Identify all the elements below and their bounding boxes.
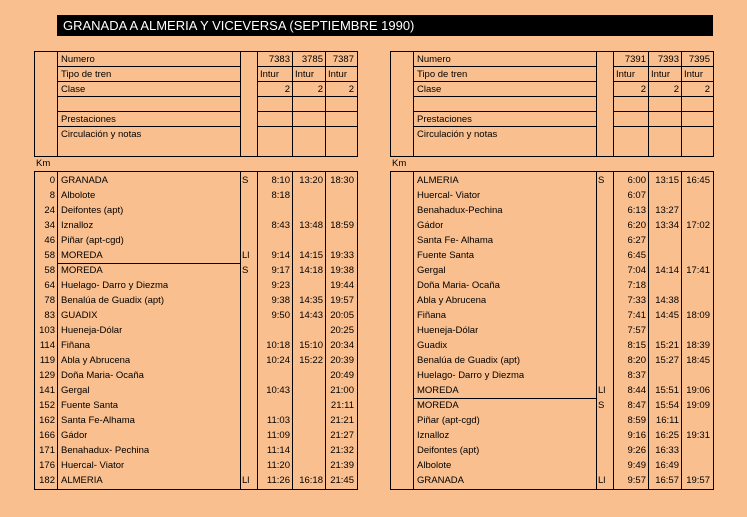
departure-time	[649, 248, 679, 263]
clase-label: Clase	[417, 84, 442, 95]
departure-time: 14:38	[655, 295, 679, 306]
departure-time	[682, 368, 710, 383]
station-name: Deifontes (apt)	[61, 205, 124, 216]
station-mark: Ll	[598, 385, 606, 396]
station-name: Albolote	[417, 460, 452, 471]
station-km	[391, 233, 411, 248]
train-type: Intur	[616, 69, 636, 80]
departure-time: 11:03	[266, 415, 290, 426]
train-number: 7383	[268, 54, 290, 65]
departure-time: 8:59	[627, 415, 646, 426]
departure-time: 14:43	[299, 310, 323, 321]
departure-time: 13:20	[299, 175, 323, 186]
station-name: Albolote	[61, 190, 96, 201]
departure-time: 9:16	[627, 430, 646, 441]
station-name: Benalúa de Guadix (apt)	[61, 295, 164, 306]
station-name: Hueneja-Dólar	[61, 325, 123, 336]
tipo-de-tren-label: Tipo de tren	[417, 69, 468, 80]
station-mark: Ll	[598, 475, 606, 486]
station-km: 103	[39, 325, 55, 336]
departure-time: 7:04	[627, 265, 646, 276]
departure-time	[293, 203, 323, 218]
departure-time: 18:39	[686, 340, 710, 351]
departure-time: 21:39	[330, 460, 354, 471]
station-name: MOREDA	[61, 250, 103, 261]
station-name: Santa Fe-Alhama	[61, 415, 135, 426]
departure-time: 9:49	[627, 460, 646, 471]
train-class: 2	[640, 84, 646, 95]
departure-time: 9:57	[627, 475, 646, 486]
departure-time	[293, 383, 323, 398]
departure-time: 7:18	[627, 280, 646, 291]
station-km	[391, 278, 411, 293]
departure-time: 19:31	[686, 430, 710, 441]
departure-time: 20:05	[330, 310, 354, 321]
station-name: Hueneja-Dólar	[417, 325, 479, 336]
departure-time	[682, 203, 710, 218]
departure-time: 16:25	[655, 430, 679, 441]
prestaciones-label: Prestaciones	[417, 114, 472, 125]
station-km	[391, 398, 411, 413]
station-km: 129	[39, 370, 55, 381]
station-km	[391, 368, 411, 383]
departure-time: 9:23	[271, 280, 290, 291]
departure-time	[293, 278, 323, 293]
departure-time: 11:14	[266, 445, 290, 456]
station-km: 58	[44, 265, 55, 276]
departure-time: 16:57	[655, 475, 679, 486]
station-name: Huercal- Viator	[61, 460, 125, 471]
departure-time: 8:43	[271, 220, 290, 231]
departure-time: 6:00	[627, 175, 646, 186]
stations-column-line	[240, 171, 241, 490]
header-row-line	[257, 111, 357, 112]
station-km: 141	[39, 385, 55, 396]
departure-time: 21:00	[330, 385, 354, 396]
station-km	[391, 383, 411, 398]
station-name: Piñar (apt-cgd)	[61, 235, 124, 246]
station-name: Iznalloz	[417, 430, 450, 441]
departure-time: 16:11	[655, 415, 679, 426]
departure-time: 21:45	[330, 475, 354, 486]
departure-time: 14:45	[655, 310, 679, 321]
station-name: Santa Fe- Alhama	[417, 235, 494, 246]
departure-time	[293, 443, 323, 458]
departure-time: 8:47	[627, 400, 646, 411]
stations-column-line	[413, 171, 414, 490]
station-km: 8	[49, 190, 55, 201]
km-label: Km	[392, 158, 407, 169]
station-km: 119	[39, 355, 55, 366]
station-km	[391, 458, 411, 473]
station-mark: Ll	[242, 250, 250, 261]
station-name: Huercal- Viator	[417, 190, 481, 201]
departure-time: 9:26	[627, 445, 646, 456]
train-class: 2	[348, 84, 354, 95]
station-name: GRANADA	[417, 475, 464, 486]
station-mark: S	[242, 175, 249, 186]
departure-time: 8:15	[627, 340, 646, 351]
station-mark: S	[242, 265, 249, 276]
departure-time: 13:48	[299, 220, 323, 231]
station-km: 176	[39, 460, 55, 471]
departure-time	[682, 323, 710, 338]
departure-time: 6:45	[627, 250, 646, 261]
station-km: 34	[44, 220, 55, 231]
station-km: 182	[39, 475, 55, 486]
station-name: Fuente Santa	[417, 250, 475, 261]
station-km: 24	[44, 205, 55, 216]
departure-time	[682, 233, 710, 248]
station-name: Guadix	[417, 340, 448, 351]
departure-time: 11:26	[266, 475, 290, 486]
station-mark: S	[598, 400, 605, 411]
numero-label: Numero	[417, 54, 451, 65]
train-class: 2	[317, 84, 323, 95]
departure-time	[326, 188, 354, 203]
departure-time	[293, 413, 323, 428]
departure-time	[682, 248, 710, 263]
circulacion-label: Circulación y notas	[61, 129, 142, 140]
departure-time: 6:07	[627, 190, 646, 201]
departure-time: 19:06	[686, 385, 710, 396]
departure-time: 15:10	[299, 340, 323, 351]
station-name: ALMERIA	[417, 175, 459, 186]
departure-time	[293, 323, 323, 338]
departure-time	[258, 323, 290, 338]
station-name: Abla y Abrucena	[61, 355, 131, 366]
page-title: GRANADA A ALMERIA Y VICEVERSA (SEPTIEMBRE 1990)	[63, 18, 415, 33]
header-bottom-border	[34, 156, 358, 157]
departure-time: 10:18	[266, 340, 290, 351]
station-km: 64	[44, 280, 55, 291]
station-km	[391, 353, 411, 368]
station-km: 78	[44, 295, 55, 306]
departure-time: 13:15	[655, 175, 679, 186]
departure-time: 14:35	[299, 295, 323, 306]
train-type: Intur	[651, 69, 671, 80]
departure-time	[293, 188, 323, 203]
train-type: Intur	[260, 69, 280, 80]
departure-time: 15:51	[655, 385, 679, 396]
departure-time: 15:54	[655, 400, 679, 411]
departure-time: 7:57	[627, 325, 646, 336]
stations-column-line	[357, 171, 358, 490]
departure-time	[258, 368, 290, 383]
station-name: MOREDA	[417, 385, 459, 396]
tipo-de-tren-label: Tipo de tren	[61, 69, 112, 80]
station-mark: Ll	[242, 475, 250, 486]
departure-time: 9:50	[271, 310, 290, 321]
departure-time: 7:33	[627, 295, 646, 306]
station-name: Fuente Santa	[61, 400, 119, 411]
numero-label: Numero	[61, 54, 95, 65]
departure-time: 15:21	[655, 340, 679, 351]
train-number: 7387	[332, 54, 354, 65]
departure-time: 16:49	[655, 460, 679, 471]
departure-time: 15:27	[655, 355, 679, 366]
departure-time: 8:18	[271, 190, 290, 201]
departure-time	[258, 233, 290, 248]
departure-time: 18:09	[686, 310, 710, 321]
departure-time	[326, 203, 354, 218]
departure-time: 18:30	[330, 175, 354, 186]
departure-time: 8:37	[627, 370, 646, 381]
station-name: Gergal	[61, 385, 90, 396]
train-class: 2	[704, 84, 710, 95]
departure-time	[682, 188, 710, 203]
train-class: 2	[673, 84, 679, 95]
departure-time: 17:02	[686, 220, 710, 231]
departure-time: 10:24	[266, 355, 290, 366]
departure-time: 7:41	[627, 310, 646, 321]
station-km: 0	[49, 175, 55, 186]
station-km	[391, 248, 411, 263]
departure-time	[682, 293, 710, 308]
departure-time: 20:49	[330, 370, 354, 381]
station-name: Fiñana	[417, 310, 447, 321]
departure-time: 11:20	[266, 460, 290, 471]
clase-label: Clase	[61, 84, 86, 95]
station-name: Abla y Abrucena	[417, 295, 487, 306]
station-km	[391, 308, 411, 323]
station-name: Huelago- Darro y Diezma	[61, 280, 169, 291]
circulacion-label: Circulación y notas	[417, 129, 498, 140]
station-km	[391, 173, 411, 188]
departure-time: 8:10	[271, 175, 290, 186]
stations-column-line	[596, 171, 597, 490]
departure-time: 19:57	[330, 295, 354, 306]
station-km	[391, 443, 411, 458]
station-km	[391, 263, 411, 278]
train-number: 3785	[301, 54, 323, 65]
header-row-line	[257, 126, 357, 127]
departure-time: 8:44	[627, 385, 646, 396]
station-km	[391, 413, 411, 428]
stations-column-line	[57, 171, 58, 490]
departure-time: 19:44	[330, 280, 354, 291]
header-column-line	[390, 51, 391, 157]
departure-time	[682, 413, 710, 428]
departure-time	[293, 233, 323, 248]
station-km	[391, 218, 411, 233]
station-km: 83	[44, 310, 55, 321]
departure-time: 15:22	[299, 355, 323, 366]
title-bar	[57, 15, 713, 36]
departure-time	[649, 278, 679, 293]
header-row-line	[613, 111, 713, 112]
departure-time: 19:38	[330, 265, 354, 276]
stations-bottom-border	[390, 489, 714, 490]
departure-time: 20:39	[330, 355, 354, 366]
departure-time: 21:27	[330, 430, 354, 441]
departure-time	[649, 233, 679, 248]
departure-time: 14:18	[299, 265, 323, 276]
station-km: 171	[39, 445, 55, 456]
station-km	[391, 473, 411, 488]
prestaciones-label: Prestaciones	[61, 114, 116, 125]
station-name: ALMERIA	[61, 475, 103, 486]
station-name: Fiñana	[61, 340, 91, 351]
departure-time	[293, 368, 323, 383]
departure-time: 21:21	[330, 415, 354, 426]
station-name: Gádor	[61, 430, 88, 441]
departure-time	[293, 458, 323, 473]
station-km: 166	[39, 430, 55, 441]
departure-time	[649, 323, 679, 338]
train-class: 2	[284, 84, 290, 95]
header-bottom-border	[390, 156, 714, 157]
departure-time: 19:09	[686, 400, 710, 411]
departure-time	[258, 398, 290, 413]
station-mark: S	[598, 175, 605, 186]
departure-time: 11:09	[266, 430, 290, 441]
station-km	[391, 188, 411, 203]
station-km: 114	[39, 340, 55, 351]
station-km: 162	[39, 415, 55, 426]
stations-top-border	[390, 171, 714, 172]
departure-time: 17:41	[686, 265, 710, 276]
departure-time: 13:27	[655, 205, 679, 216]
departure-time	[682, 443, 710, 458]
departure-time: 21:32	[330, 445, 354, 456]
station-name: GUADIX	[61, 310, 98, 321]
departure-time: 10:43	[266, 385, 290, 396]
station-name: Benahadux-Pechina	[417, 205, 503, 216]
header-row-line	[613, 126, 713, 127]
station-km	[391, 293, 411, 308]
train-type: Intur	[295, 69, 315, 80]
station-name: Doña Maria- Ocaña	[61, 370, 144, 381]
train-number: 7391	[624, 54, 646, 65]
departure-time: 19:33	[330, 250, 354, 261]
station-km	[391, 323, 411, 338]
train-number: 7395	[688, 54, 710, 65]
departure-time	[682, 458, 710, 473]
departure-time: 21:11	[330, 400, 354, 411]
station-name: MOREDA	[417, 400, 459, 411]
station-name: Deifontes (apt)	[417, 445, 480, 456]
station-name: GRANADA	[61, 175, 108, 186]
header-column-line	[34, 51, 35, 157]
departure-time	[649, 368, 679, 383]
departure-time: 16:33	[655, 445, 679, 456]
departure-time: 18:45	[686, 355, 710, 366]
departure-time: 8:20	[627, 355, 646, 366]
station-name: Gádor	[417, 220, 444, 231]
train-type: Intur	[684, 69, 704, 80]
departure-time: 13:34	[655, 220, 679, 231]
departure-time: 14:14	[655, 265, 679, 276]
departure-time: 18:59	[330, 220, 354, 231]
station-name: Huelago- Darro y Diezma	[417, 370, 525, 381]
station-km	[391, 338, 411, 353]
station-name: MOREDA	[61, 265, 103, 276]
station-km: 46	[44, 235, 55, 246]
train-type: Intur	[328, 69, 348, 80]
departure-time	[326, 233, 354, 248]
departure-time: 16:45	[686, 175, 710, 186]
departure-time: 20:25	[330, 325, 354, 336]
station-name: Piñar (apt-cgd)	[417, 415, 480, 426]
departure-time: 9:17	[271, 265, 290, 276]
departure-time	[649, 188, 679, 203]
station-name: Gergal	[417, 265, 446, 276]
departure-time: 6:27	[627, 235, 646, 246]
departure-time	[258, 203, 290, 218]
departure-time: 19:57	[686, 475, 710, 486]
departure-time: 14:15	[299, 250, 323, 261]
departure-time: 6:20	[627, 220, 646, 231]
station-km	[391, 203, 411, 218]
station-name: Iznalloz	[61, 220, 94, 231]
station-km: 58	[44, 250, 55, 261]
station-name: Benalúa de Guadix (apt)	[417, 355, 520, 366]
departure-time	[293, 428, 323, 443]
departure-time	[682, 278, 710, 293]
station-name: Benahadux- Pechina	[61, 445, 150, 456]
departure-time: 9:14	[271, 250, 290, 261]
stations-top-border	[34, 171, 358, 172]
departure-time: 16:18	[299, 475, 323, 486]
departure-time: 9:38	[271, 295, 290, 306]
stations-bottom-border	[34, 489, 358, 490]
departure-time: 6:13	[627, 205, 646, 216]
train-number: 7393	[657, 54, 679, 65]
departure-time: 20:34	[330, 340, 354, 351]
stations-column-line	[713, 171, 714, 490]
station-km	[391, 428, 411, 443]
station-km: 152	[39, 400, 55, 411]
km-label: Km	[36, 158, 51, 169]
departure-time	[293, 398, 323, 413]
station-name: Doña Maria- Ocaña	[417, 280, 500, 291]
